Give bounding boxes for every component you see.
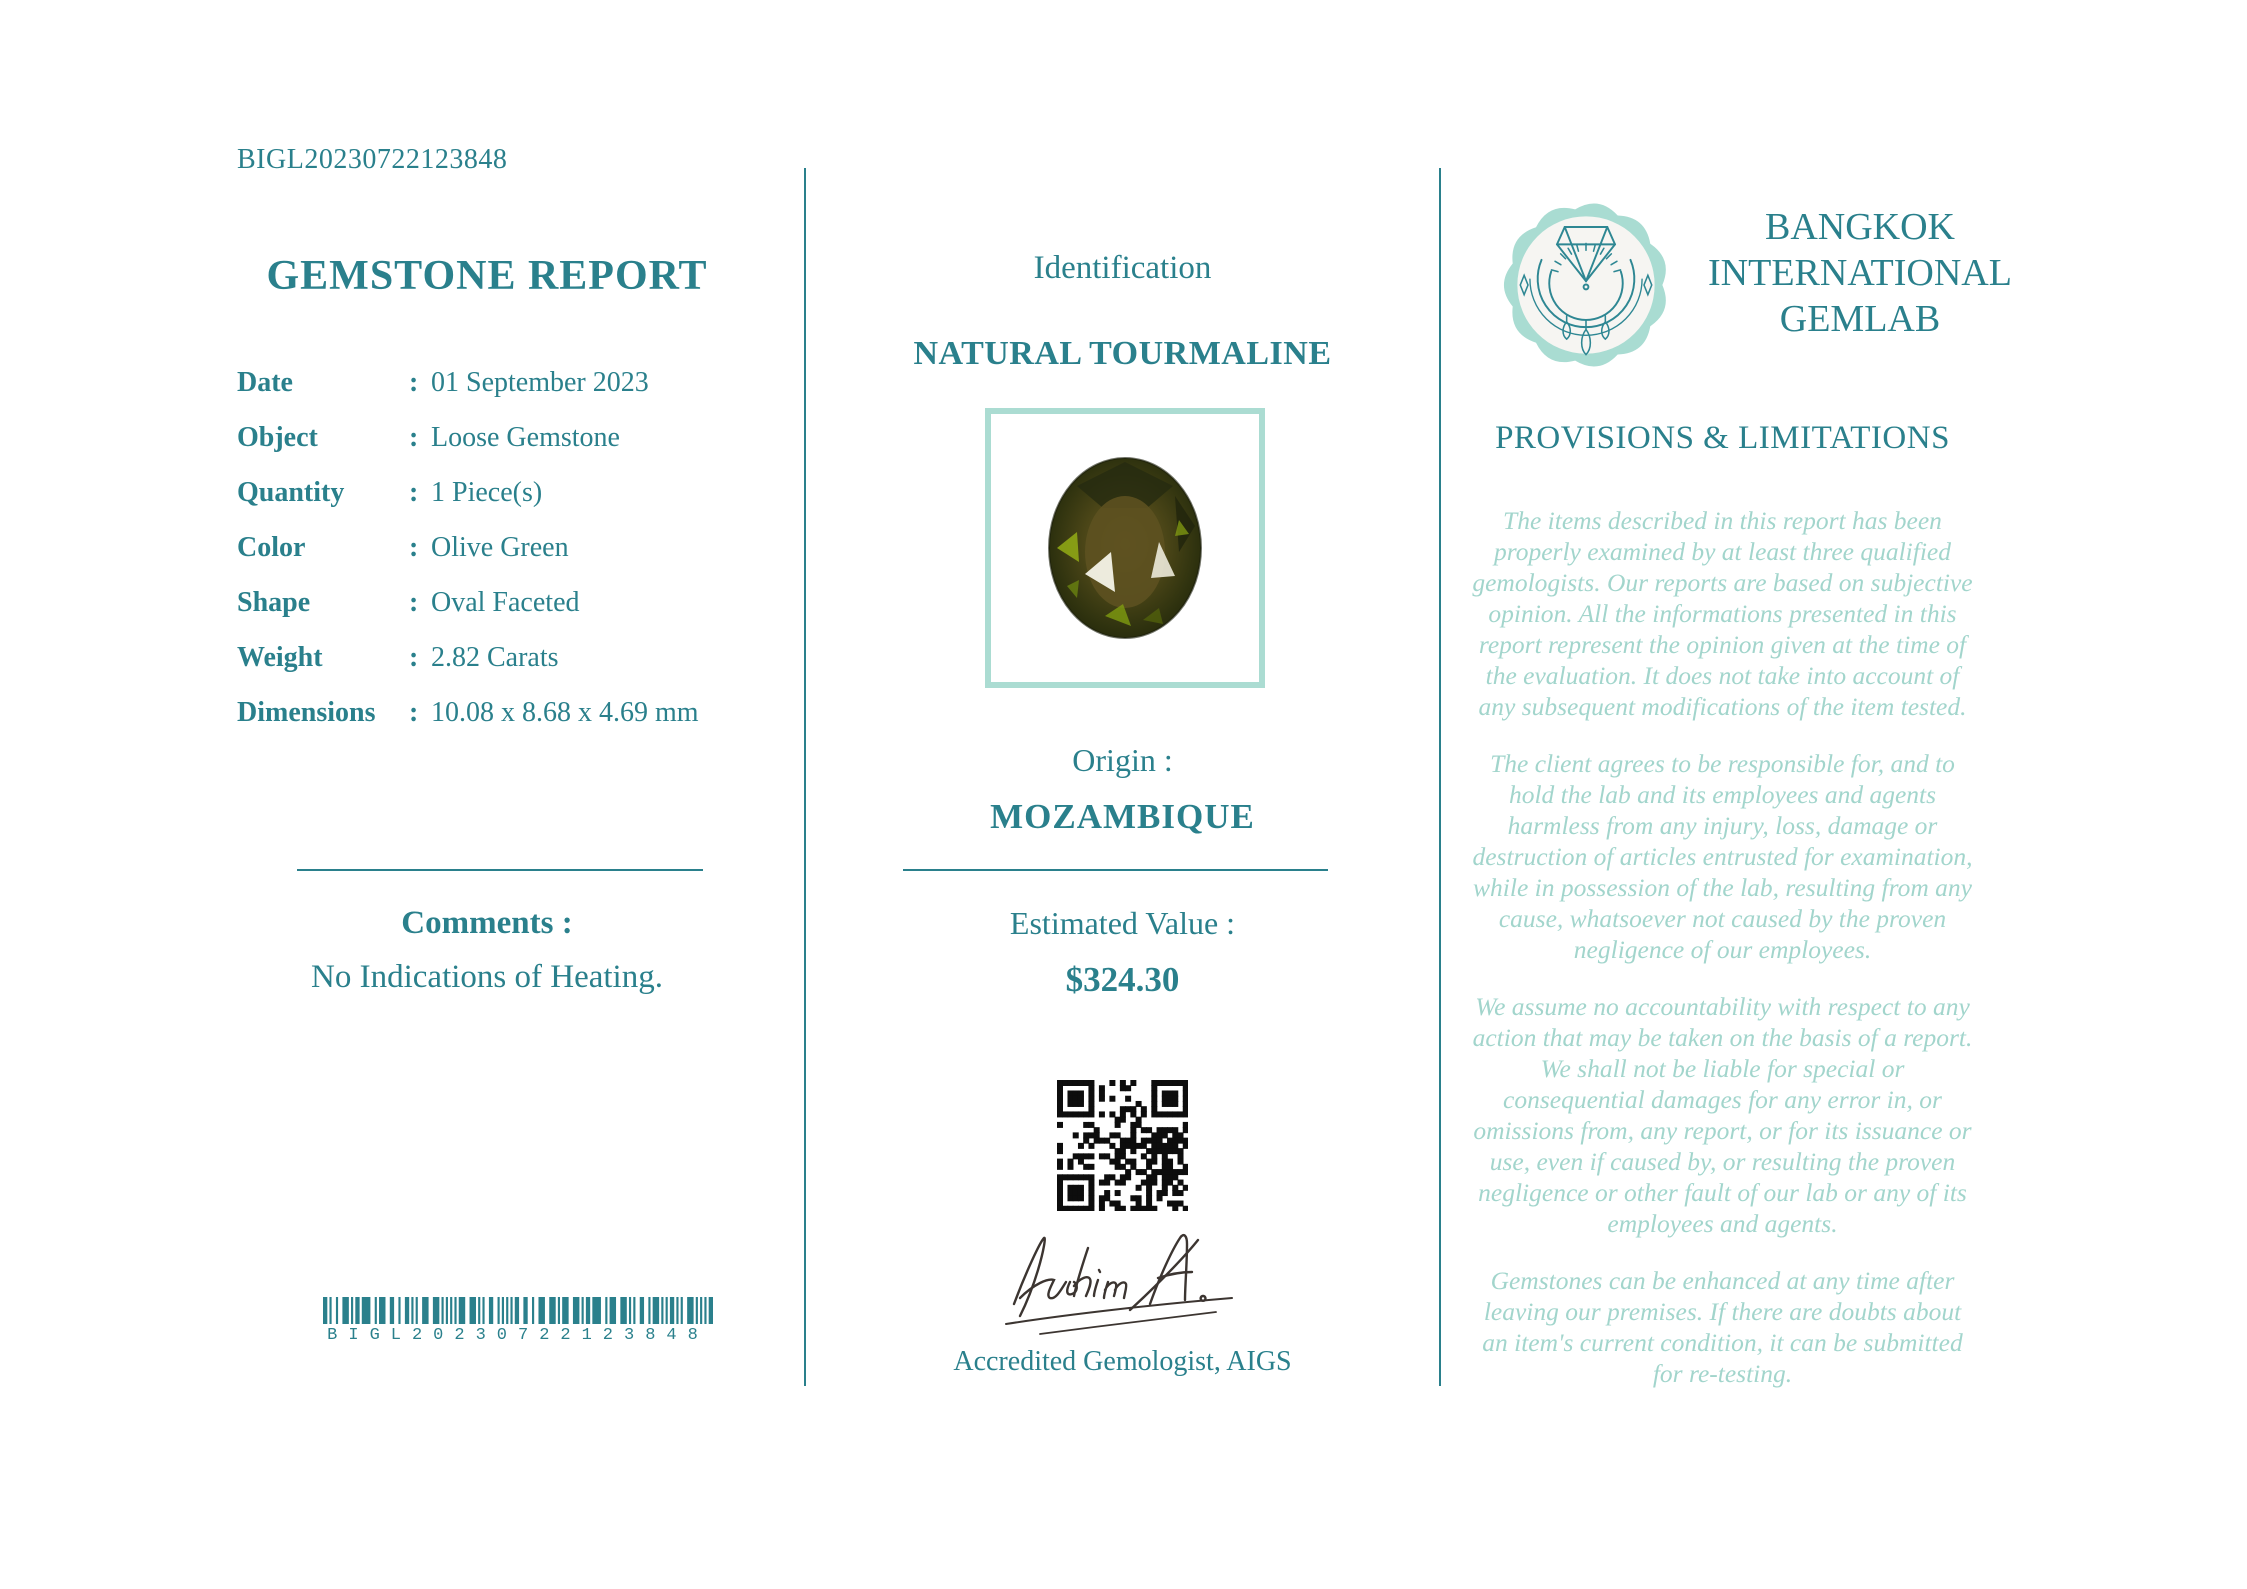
comments-heading: Comments : xyxy=(401,905,573,941)
estimated-value-label: Estimated Value : xyxy=(1009,905,1236,941)
page-title: GEMSTONE REPORT xyxy=(266,253,708,299)
table-row xyxy=(237,368,737,397)
table-row xyxy=(237,423,737,452)
field-label: Object xyxy=(237,422,318,453)
origin-value: MOZAMBIQUE xyxy=(990,797,1255,836)
origin-label: Origin : xyxy=(1072,742,1173,778)
comments-text: No Indications of Heating. xyxy=(311,959,663,995)
table-row xyxy=(237,698,737,727)
field-label: Dimensions xyxy=(237,697,376,728)
provisions-paragraph: The client agrees to be responsible for, and to hold the lab and its employees and agents harmless from any injury, loss, damage or destruction of articles entrusted for examination, while in possession of the lab, resulting from any cause, whatsoever not caused by the proven negligence of our employees. xyxy=(1472,749,1973,964)
lab-name-line: INTERNATIONAL xyxy=(1708,252,2012,294)
qr-code xyxy=(1057,1080,1188,1211)
barcode-text: BIGL20230722123848 xyxy=(327,1326,709,1345)
field-label: Date xyxy=(237,367,293,398)
lab-name xyxy=(1705,204,2015,342)
field-value: 10.08 x 8.68 x 4.69 mm xyxy=(431,697,699,728)
field-value: 1 Piece(s) xyxy=(431,477,543,508)
identification-heading: Identification xyxy=(1033,250,1212,286)
report-summary-panel xyxy=(237,252,737,727)
comments-section xyxy=(237,905,737,996)
provisions-section xyxy=(1470,420,1975,1415)
field-label: Color xyxy=(237,532,306,563)
value-divider xyxy=(903,869,1328,871)
barcode-bars-icon xyxy=(323,1297,713,1324)
gem-attributes-table xyxy=(237,368,737,727)
table-row xyxy=(237,478,737,507)
provisions-paragraph: We assume no accountability with respect to any action that may be taken on the basis of a report. We shall not be liable for special or consequential damages for any error in, or omissions from, any report, or for its issuance or use, even if caused by, or resulting the proven negligence or other fault of our lab or any of its employees and agents. xyxy=(1472,992,1973,1238)
field-value: Oval Faceted xyxy=(431,587,580,618)
provisions-paragraph: Gemstones can be enhanced at any time after leaving our premises. If there are doubts about an item's current condition, it can be submitted for re-testing. xyxy=(1482,1266,1963,1388)
report-serial-number: BIGL20230722123848 xyxy=(237,144,508,175)
table-row xyxy=(237,643,737,672)
gemstone-photo xyxy=(985,408,1265,688)
gem-species: NATURAL TOURMALINE xyxy=(913,335,1332,372)
field-colon: : xyxy=(409,477,419,508)
signature xyxy=(1000,1220,1240,1350)
estimated-value-amount: $324.30 xyxy=(1065,960,1180,999)
lab-name-line: GEMLAB xyxy=(1779,298,1941,340)
field-label: Shape xyxy=(237,587,311,618)
table-row xyxy=(237,533,737,562)
table-row xyxy=(237,588,737,617)
field-colon: : xyxy=(409,642,419,673)
field-value: Olive Green xyxy=(431,532,569,563)
lab-name-line: BANGKOK xyxy=(1765,206,1955,248)
provisions-heading: PROVISIONS & LIMITATIONS xyxy=(1495,420,1950,456)
field-colon: : xyxy=(409,697,419,728)
signatory-title: Accredited Gemologist, AIGS xyxy=(953,1346,1292,1377)
barcode xyxy=(323,1297,713,1345)
field-label: Weight xyxy=(237,642,323,673)
gemlab-logo xyxy=(1499,198,1673,372)
field-value: 2.82 Carats xyxy=(431,642,559,673)
field-colon: : xyxy=(409,422,419,453)
provisions-paragraph: The items described in this report has been properly examined by at least three qualified gemologists. Our reports are based on subjective opinion. All the informations presented in this report represent the opinion given at the time of the evaluation. It does not take into account of any subsequent modifications of the item tested. xyxy=(1472,506,1973,721)
field-value: Loose Gemstone xyxy=(431,422,620,453)
comments-divider xyxy=(297,869,703,871)
field-label: Quantity xyxy=(237,477,345,508)
field-colon: : xyxy=(409,532,419,563)
field-colon: : xyxy=(409,587,419,618)
gem-icon xyxy=(1047,456,1203,640)
field-value: 01 September 2023 xyxy=(431,367,649,398)
field-colon: : xyxy=(409,367,419,398)
